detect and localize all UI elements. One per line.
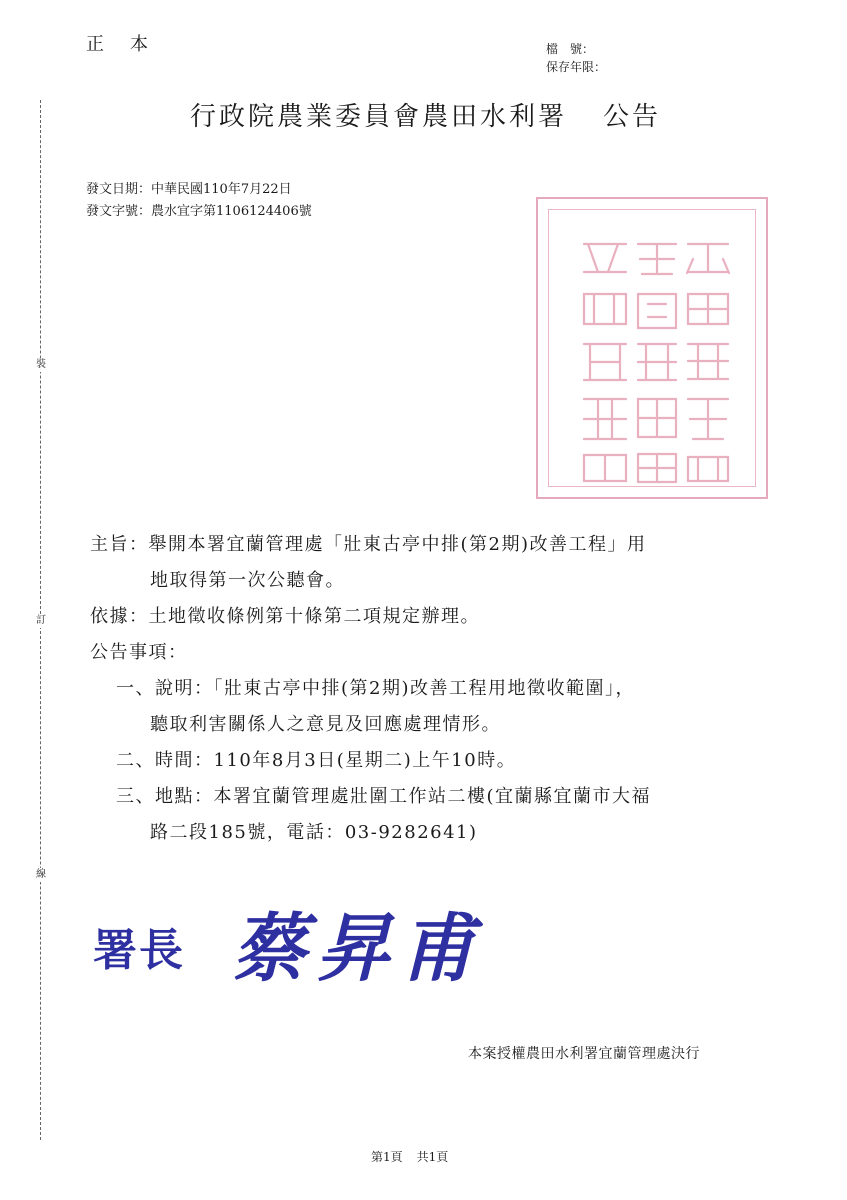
file-number-label: 檔 號 — [546, 42, 583, 56]
file-number-row — [546, 40, 606, 58]
issue-number: 發文字號：農水宜字第1106124406號 — [86, 204, 312, 219]
subject-line-2: 地取得第一次公聽會。 — [150, 570, 345, 591]
document-title — [190, 96, 661, 133]
item-2: 二、時間：110年8月3日(星期二)上午10時。 — [116, 750, 517, 771]
retention-row — [546, 58, 606, 76]
official-seal-icon — [536, 197, 768, 499]
signatory-name: 蔡昇甫 — [232, 906, 484, 992]
page-number — [371, 1148, 448, 1165]
copy-label-char-1: 正 — [86, 34, 106, 55]
issue-date: 發文日期：中華民國110年7月22日 — [86, 182, 292, 197]
copy-label — [86, 30, 150, 56]
item-1-line-2: 聽取利害關係人之意見及回應處理情形。 — [150, 714, 501, 735]
retention-colon: ： — [594, 60, 607, 74]
document-type: 公告 — [603, 102, 662, 132]
items-heading: 公告事項： — [90, 642, 188, 663]
binding-mark-xian: 線 — [36, 869, 46, 880]
item-1-line-1: 一、說明：「壯東古亭中排(第2期)改善工程用地徵收範圍」， — [116, 678, 635, 699]
item-3-line-2: 路二段185號，電話：03-9282641) — [150, 822, 478, 843]
retention-label: 保存年限 — [546, 60, 595, 74]
binding-mark-ding: 訂 — [36, 615, 46, 626]
page-total: 共1頁 — [416, 1150, 449, 1164]
binding-mark-zhuang: 裝 — [36, 359, 46, 370]
file-number-colon: ： — [582, 42, 595, 56]
file-meta — [546, 40, 606, 76]
item-3-line-1: 三、地點：本署宜蘭管理處壯圍工作站二樓(宜蘭縣宜蘭市大福 — [116, 786, 652, 807]
subject-line-1: 主旨：舉開本署宜蘭管理處「壯東古亭中排(第2期)改善工程」用 — [90, 534, 647, 555]
basis: 依據：土地徵收條例第十條第二項規定辦理。 — [90, 606, 480, 627]
agency-name: 行政院農業委員會農田水利署 — [190, 102, 568, 132]
authority-note: 本案授權農田水利署宜蘭管理處決行 — [468, 1046, 700, 1062]
seal-strokes — [538, 199, 770, 501]
signatory-title: 署長 — [93, 925, 185, 976]
page-current: 第1頁 — [371, 1150, 403, 1164]
copy-label-char-2: 本 — [130, 34, 150, 55]
